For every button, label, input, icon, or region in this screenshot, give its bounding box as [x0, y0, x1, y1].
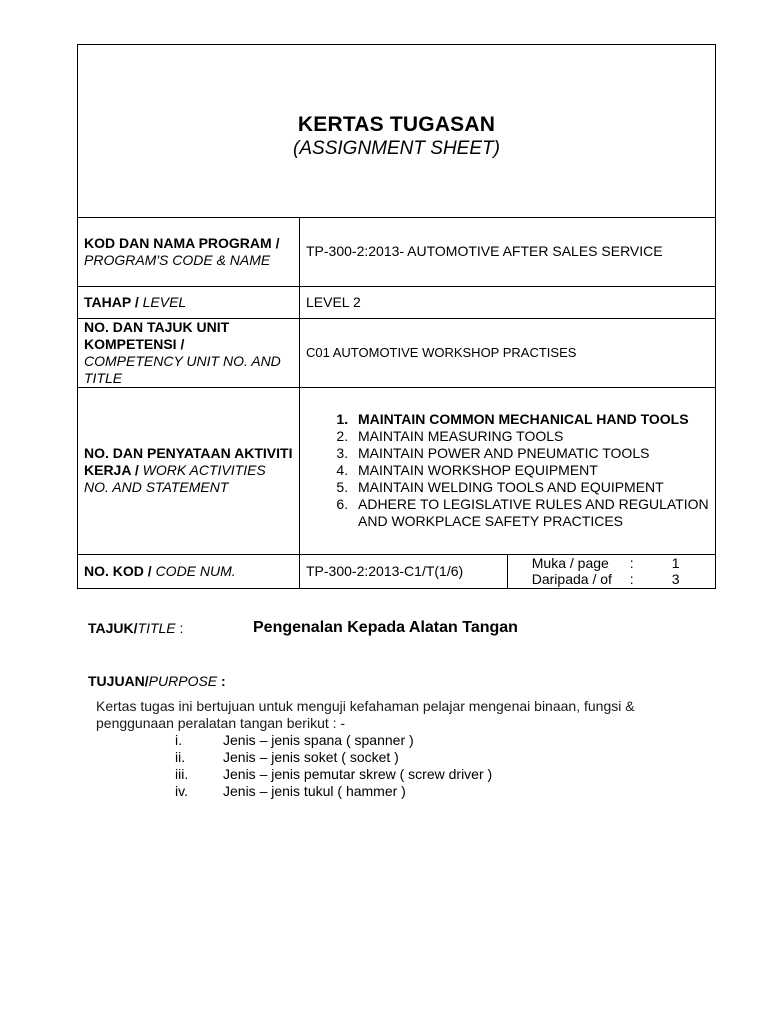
table-row-unit [78, 318, 715, 387]
list-item: 2. MAINTAIN MEASURING TOOLS [352, 428, 709, 445]
list-item: 6. ADHERE TO LEGISLATIVE RULES AND REGULATION AND WORKPLACE SAFETY PRACTICES [352, 496, 709, 530]
purpose-label [88, 673, 226, 689]
level-value: LEVEL 2 [300, 286, 716, 318]
header-box [78, 45, 715, 218]
assignment-sheet-table [77, 44, 716, 589]
activities-value [300, 387, 716, 554]
list-item [175, 783, 575, 800]
code-label [78, 554, 300, 588]
code-label-italic: CODE NUM. [155, 562, 236, 579]
activities-label [78, 387, 300, 554]
title-label-bold: TAJUK/ [88, 620, 138, 636]
title-label-suffix: : [175, 620, 184, 636]
list-number: iv. [175, 783, 188, 799]
activities-label-bold: NO. DAN PENYATAAN AKTIVITI KERJA / [84, 445, 293, 478]
table-row-code [78, 554, 715, 588]
page-subtitle: (ASSIGNMENT SHEET) [293, 138, 500, 159]
page-title: KERTAS TUGASAN [297, 113, 496, 136]
list-text: Jenis – jenis soket ( socket ) [223, 749, 399, 765]
list-item [175, 732, 575, 749]
title-label [88, 620, 183, 636]
purpose-label-bold: TUJUAN/ [88, 673, 149, 689]
code-value: TP-300-2:2013-C1/T(1/6) [300, 554, 508, 588]
of-colon: : [629, 571, 634, 588]
page-info [507, 554, 715, 588]
unit-label-bold: NO. DAN TAJUK UNIT KOMPETENSI / [84, 318, 230, 352]
level-label-italic: LEVEL [142, 293, 187, 310]
list-number: ii. [175, 749, 186, 765]
of-label: Daripada / of [531, 571, 612, 588]
list-item: 3. MAINTAIN POWER AND PNEUMATIC TOOLS [352, 445, 709, 462]
activities-list [306, 411, 709, 530]
page-number: 1 [671, 555, 680, 572]
table-row-level [78, 286, 715, 318]
program-label-bold: KOD DAN NAMA PROGRAM / [84, 234, 280, 251]
unit-label-italic: COMPETENCY UNIT NO. AND TITLE [84, 352, 281, 386]
title-label-italic: TITLE [137, 620, 176, 636]
list-number: iii. [175, 766, 189, 782]
page-label: Muka / page [531, 555, 609, 572]
page-colon: : [629, 555, 634, 572]
purpose-list [175, 732, 575, 800]
list-text: Jenis – jenis pemutar skrew ( screw driver ) [223, 766, 493, 782]
unit-value: C01 AUTOMOTIVE WORKSHOP PRACTISES [300, 318, 716, 387]
page-total-row [512, 571, 711, 587]
list-item: 1. MAINTAIN COMMON MECHANICAL HAND TOOLS [352, 411, 709, 428]
list-text: Jenis – jenis tukul ( hammer ) [223, 783, 406, 799]
list-number: i. [175, 732, 182, 748]
table-row-activities [78, 387, 715, 554]
list-item: 4. MAINTAIN WORKSHOP EQUIPMENT [352, 462, 709, 479]
list-item [175, 749, 575, 766]
purpose-label-suffix: : [217, 673, 226, 689]
page-number-row [512, 555, 711, 571]
assignment-title: Pengenalan Kepada Alatan Tangan [253, 619, 518, 636]
code-label-bold: NO. KOD / [84, 562, 152, 579]
page-total: 3 [671, 571, 680, 588]
info-table [78, 218, 715, 588]
purpose-label-italic: PURPOSE [148, 673, 218, 689]
table-row-program [78, 218, 715, 286]
activities-label-italic: WORK ACTIVITIES NO. AND STATEMENT [84, 462, 266, 495]
list-item: 5. MAINTAIN WELDING TOOLS AND EQUIPMENT [352, 479, 709, 496]
list-item [175, 766, 575, 783]
program-label-italic: PROGRAM'S CODE & NAME [84, 251, 271, 268]
unit-label [78, 318, 300, 387]
level-label [78, 286, 300, 318]
program-value: TP-300-2:2013- AUTOMOTIVE AFTER SALES SERVICE [306, 243, 663, 260]
level-label-bold: TAHAP / [84, 293, 139, 310]
purpose-text: Kertas tugas ini bertujuan untuk menguji kefahaman pelajar mengenai binaan, fungsi & penggunaan peralatan tangan berikut : - [96, 698, 635, 731]
list-text: Jenis – jenis spana ( spanner ) [223, 732, 414, 748]
program-label [78, 218, 300, 286]
